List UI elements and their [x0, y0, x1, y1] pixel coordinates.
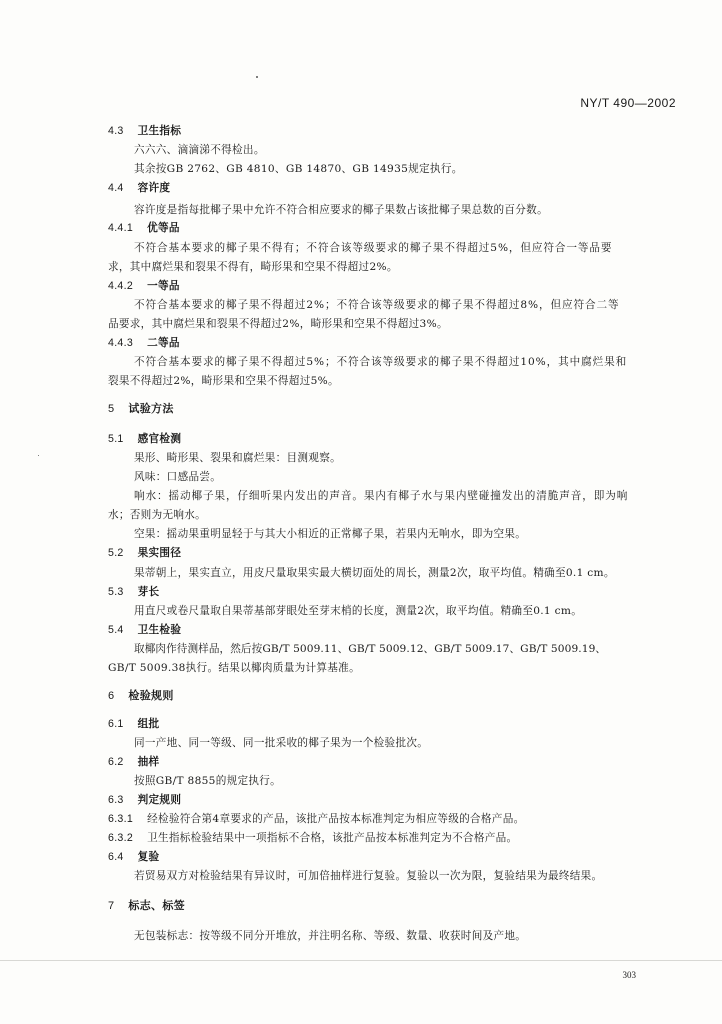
clause-text: 卫生指标检验结果中一项指标不合格，该批产品按本标准判定为不合格产品。 — [147, 832, 518, 844]
section-heading-4-4-1 — [108, 221, 180, 235]
section-number: 6.3 — [108, 794, 124, 806]
standard-code: NY/T 490—2002 — [580, 96, 676, 110]
body-line: 取椰肉作待测样品，然后按GB/T 5009.11、GB/T 5009.12、GB/T 5009.17、GB/T 5009.19、 — [134, 643, 607, 655]
section-title: 一等品 — [147, 280, 180, 292]
body-line: 风味：口感品尝。 — [134, 471, 222, 483]
body-line: 其余按GB 2762、GB 4810、GB 14870、GB 14935规定执行。 — [134, 163, 463, 175]
body-line: 裂果不得超过2%，畸形果和空果不得超过5%。 — [108, 375, 339, 387]
body-line: 用直尺或卷尺量取自果蒂基部芽眼处至芽末梢的长度，测量2次，取平均值。精确至0.1 cm。 — [134, 605, 583, 617]
section-number: 4.4.2 — [108, 280, 134, 292]
body-line: 求，其中腐烂果和裂果不得有，畸形果和空果不得超过2%。 — [108, 261, 398, 273]
section-heading-4-4 — [108, 181, 170, 195]
section-number: 6.4 — [108, 851, 124, 863]
scan-speck — [38, 455, 39, 456]
body-line: GB/T 5009.38执行。结果以椰肉质量为计算基准。 — [108, 662, 360, 674]
chapter-heading-5 — [108, 402, 174, 416]
section-heading-4-3 — [108, 124, 181, 138]
chapter-heading-6 — [108, 689, 174, 703]
section-heading-4-4-2 — [108, 279, 180, 293]
section-number: 5.2 — [108, 547, 124, 559]
clause-text: 经检验符合第4章要求的产品，该批产品按本标准判定为相应等级的合格产品。 — [147, 813, 525, 825]
chapter-number: 7 — [108, 900, 115, 912]
section-title: 芽长 — [137, 586, 160, 598]
body-line: 不符合基本要求的椰子果不得有；不符合该等级要求的椰子果不得超过5%，但应符合一等品要 — [134, 242, 613, 254]
section-heading-6-3 — [108, 793, 181, 807]
body-line: 品要求，其中腐烂果和裂果不得超过2%，畸形果和空果不得超过3%。 — [108, 318, 448, 330]
body-line: 若贸易双方对检验结果有异议时，可加倍抽样进行复验。复验以一次为限，复验结果为最终结果。 — [134, 870, 603, 882]
body-line: 不符合基本要求的椰子果不得超过5%；不符合该等级要求的椰子果不得超过10%，其中腐烂果和 — [134, 356, 628, 368]
section-heading-5-1 — [108, 432, 181, 446]
body-line: 按照GB/T 8855的规定执行。 — [134, 775, 282, 787]
section-title: 复验 — [137, 851, 160, 863]
section-heading-5-2 — [108, 546, 181, 560]
section-title: 感官检测 — [137, 433, 182, 445]
body-line: 同一产地、同一等级、同一批采收的椰子果为一个检验批次。 — [134, 737, 429, 749]
section-number: 5.4 — [108, 624, 124, 636]
section-number: 6.3.1 — [108, 813, 134, 825]
section-heading-6-2 — [108, 755, 159, 769]
body-line: 响水：摇动椰子果，仔细听果内发出的声音。果内有椰子水与果内壁碰撞发出的清脆声音，即为响 — [134, 490, 629, 502]
section-heading-5-4 — [108, 623, 181, 637]
section-title: 判定规则 — [137, 794, 182, 806]
section-title: 抽样 — [137, 756, 160, 768]
chapter-title: 标志、标签 — [128, 899, 185, 912]
body-line: 果蒂朝上，果实直立，用皮尺量取果实最大横切面处的周长，测量2次，取平均值。精确至0.1 cm。 — [134, 567, 615, 579]
section-title: 优等品 — [147, 222, 180, 234]
section-title: 二等品 — [147, 337, 180, 349]
section-number: 5.1 — [108, 433, 124, 445]
section-title: 卫生检验 — [137, 624, 182, 636]
chapter-heading-7 — [108, 899, 185, 913]
section-number: 6.3.2 — [108, 832, 134, 844]
chapter-title: 试验方法 — [128, 402, 174, 415]
scan-edge — [0, 960, 722, 961]
body-line: 果形、畸形果、裂果和腐烂果：目测观察。 — [134, 452, 341, 464]
section-number: 4.3 — [108, 125, 124, 137]
section-title: 组批 — [137, 718, 160, 730]
section-title: 果实围径 — [137, 547, 182, 559]
chapter-title: 检验规则 — [128, 689, 174, 702]
clause-6-3-2 — [108, 831, 517, 845]
body-line: 无包装标志：按等级不同分开堆放，并注明名称、等级、数量、收获时间及产地。 — [134, 930, 527, 942]
section-number: 4.4 — [108, 182, 124, 194]
scan-speck — [256, 76, 258, 78]
section-heading-5-3 — [108, 585, 159, 599]
section-number: 4.4.1 — [108, 222, 134, 234]
body-line: 空果：摇动果重明显轻于与其大小相近的正常椰子果，若果内无响水，即为空果。 — [134, 528, 527, 540]
chapter-number: 6 — [108, 690, 115, 702]
clause-6-3-1 — [108, 812, 525, 826]
section-number: 5.3 — [108, 586, 124, 598]
body-line: 水；否则为无响水。 — [108, 509, 207, 521]
section-heading-6-1 — [108, 717, 159, 731]
body-line: 不符合基本要求的椰子果不得超过2%；不符合该等级要求的椰子果不得超过8%，但应符合二等 — [134, 299, 620, 311]
section-heading-6-4 — [108, 850, 159, 864]
chapter-number: 5 — [108, 403, 115, 415]
section-heading-4-4-3 — [108, 336, 180, 350]
section-title: 卫生指标 — [137, 125, 182, 137]
page-number: 303 — [622, 970, 636, 980]
section-number: 6.2 — [108, 756, 124, 768]
section-number: 6.1 — [108, 718, 124, 730]
body-line: 容许度是指每批椰子果中允许不符合相应要求的椰子果数占该批椰子果总数的百分数。 — [134, 204, 548, 216]
section-number: 4.4.3 — [108, 337, 134, 349]
body-line: 六六六、滴滴涕不得检出。 — [134, 144, 265, 156]
section-title: 容许度 — [137, 182, 171, 194]
